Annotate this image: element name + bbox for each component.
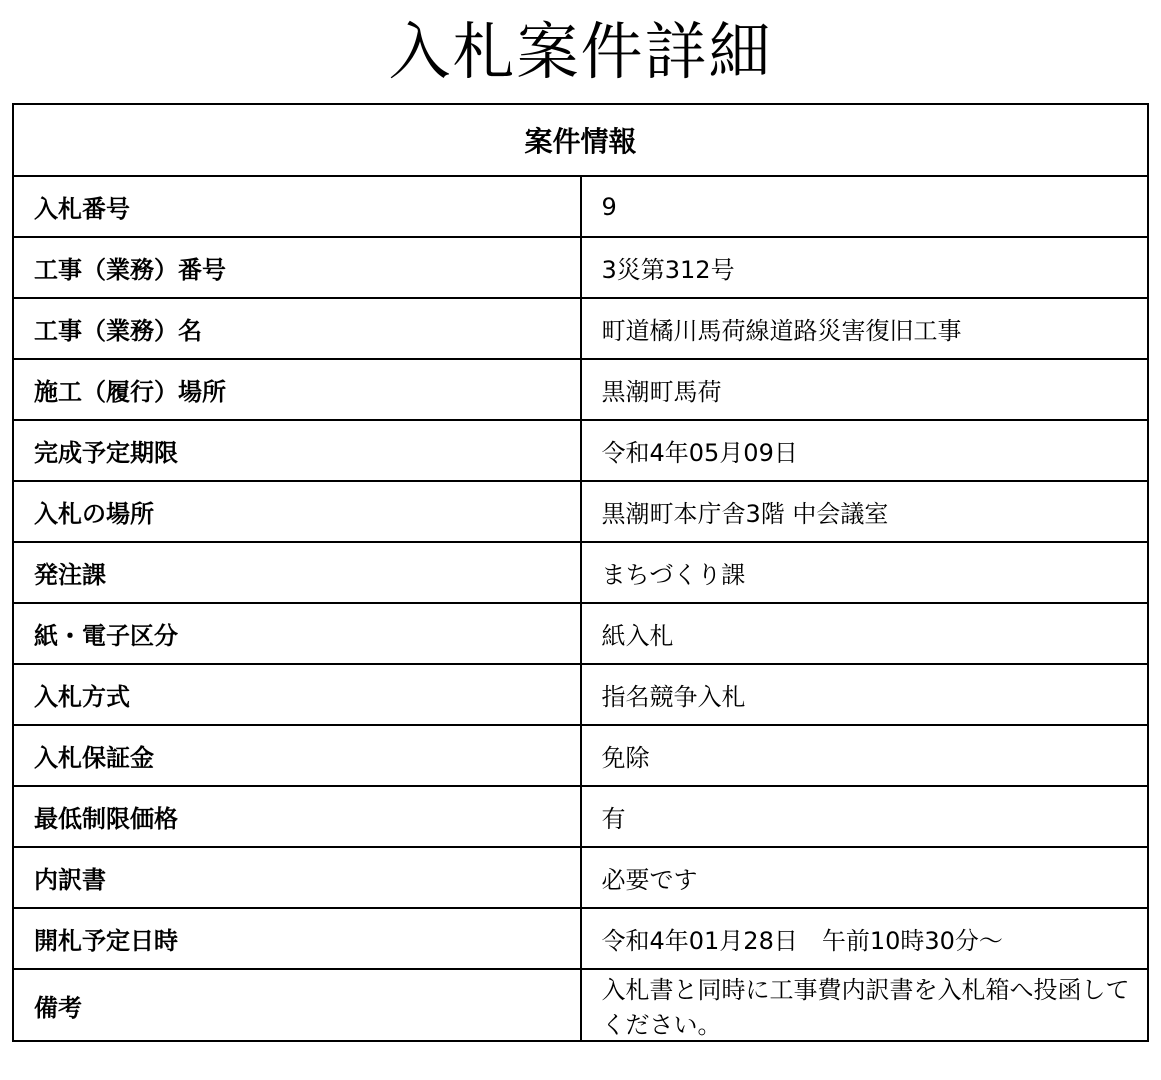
row-label: 紙・電子区分: [13, 603, 581, 664]
table-row: [13, 237, 1148, 298]
row-value: 町道橘川馬荷線道路災害復旧工事: [581, 298, 1149, 359]
row-value: 9: [581, 176, 1149, 237]
row-label: 工事（業務）名: [13, 298, 581, 359]
row-value: まちづくり課: [581, 542, 1149, 603]
table-row: [13, 786, 1148, 847]
row-label: 工事（業務）番号: [13, 237, 581, 298]
row-label: 内訳書: [13, 847, 581, 908]
table-row: [13, 969, 1148, 1041]
row-value: 指名競争入札: [581, 664, 1149, 725]
table-row: [13, 847, 1148, 908]
table-row: [13, 603, 1148, 664]
row-value: 有: [581, 786, 1149, 847]
table-row: [13, 176, 1148, 237]
table-header-row: [13, 104, 1148, 176]
table-row: [13, 725, 1148, 786]
table-header: 案件情報: [13, 104, 1148, 176]
table-row: [13, 481, 1148, 542]
table-row: [13, 298, 1148, 359]
row-label: 完成予定期限: [13, 420, 581, 481]
table-body: [13, 176, 1148, 1041]
table-row: [13, 359, 1148, 420]
page-title: 入札案件詳細: [388, 15, 773, 88]
row-value: 令和4年05月09日: [581, 420, 1149, 481]
row-label: 施工（履行）場所: [13, 359, 581, 420]
row-label: 備考: [13, 969, 581, 1041]
row-label: 入札の場所: [13, 481, 581, 542]
table-row: [13, 420, 1148, 481]
table-row: [13, 542, 1148, 603]
row-label: 発注課: [13, 542, 581, 603]
row-value: 紙入札: [581, 603, 1149, 664]
row-label: 入札保証金: [13, 725, 581, 786]
row-value: 令和4年01月28日 午前10時30分～: [581, 908, 1149, 969]
table-row: [13, 908, 1148, 969]
row-value: 黒潮町本庁舎3階 中会議室: [581, 481, 1149, 542]
row-label: 最低制限価格: [13, 786, 581, 847]
row-value: 免除: [581, 725, 1149, 786]
table-row: [13, 664, 1148, 725]
row-value: 入札書と同時に工事費内訳書を入札箱へ投函してください。: [581, 969, 1149, 1041]
bid-info-table: [12, 103, 1149, 1042]
row-value: 必要です: [581, 847, 1149, 908]
row-label: 開札予定日時: [13, 908, 581, 969]
row-value: 3災第312号: [581, 237, 1149, 298]
row-label: 入札方式: [13, 664, 581, 725]
row-value: 黒潮町馬荷: [581, 359, 1149, 420]
row-label: 入札番号: [13, 176, 581, 237]
